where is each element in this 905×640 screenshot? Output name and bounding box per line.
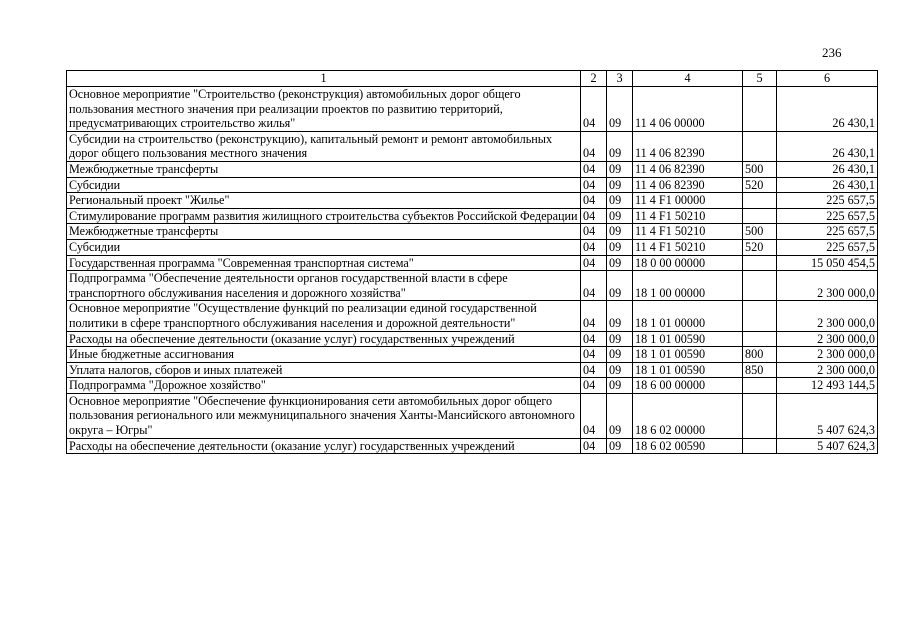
row-subsection-cell: 09: [607, 331, 633, 347]
row-section-cell: 04: [581, 224, 607, 240]
row-target-cell: 18 6 02 00000: [633, 393, 743, 438]
row-subsection-cell: 09: [607, 271, 633, 301]
row-amount-cell: 12 493 144,5: [777, 378, 878, 394]
row-section-cell: 04: [581, 393, 607, 438]
row-name-cell: Подпрограмма "Дорожное хозяйство": [67, 378, 581, 394]
row-target-cell: 18 1 01 00590: [633, 347, 743, 363]
row-subsection-cell: 09: [607, 438, 633, 454]
row-amount-cell: 2 300 000,0: [777, 362, 878, 378]
row-target-cell: 18 1 01 00590: [633, 331, 743, 347]
row-section-cell: 04: [581, 87, 607, 132]
table-row: [67, 393, 878, 438]
table-row: [67, 131, 878, 161]
row-name-cell: Межбюджетные трансферты: [67, 161, 581, 177]
row-target-cell: 11 4 F1 50210: [633, 224, 743, 240]
row-type-cell: [743, 87, 777, 132]
row-target-cell: 18 0 00 00000: [633, 255, 743, 271]
row-subsection-cell: 09: [607, 239, 633, 255]
row-name-cell: Расходы на обеспечение деятельности (оказание услуг) государственных учреждений: [67, 331, 581, 347]
row-section-cell: 04: [581, 161, 607, 177]
table-row: [67, 331, 878, 347]
row-section-cell: 04: [581, 193, 607, 209]
row-amount-cell: 225 657,5: [777, 193, 878, 209]
row-amount-cell: 225 657,5: [777, 208, 878, 224]
row-section-cell: 04: [581, 301, 607, 331]
row-section-cell: 04: [581, 177, 607, 193]
table-body: [67, 87, 878, 454]
row-amount-cell: 5 407 624,3: [777, 393, 878, 438]
header-cell-subsection: 3: [607, 71, 633, 87]
row-target-cell: 18 1 00 00000: [633, 271, 743, 301]
row-type-cell: [743, 208, 777, 224]
row-target-cell: 11 4 06 00000: [633, 87, 743, 132]
row-target-cell: 18 6 00 00000: [633, 378, 743, 394]
table-row: [67, 161, 878, 177]
row-amount-cell: 2 300 000,0: [777, 271, 878, 301]
budget-table: [66, 70, 878, 454]
header-cell-name: 1: [67, 71, 581, 87]
row-subsection-cell: 09: [607, 362, 633, 378]
row-type-cell: 850: [743, 362, 777, 378]
row-target-cell: 18 6 02 00590: [633, 438, 743, 454]
page-number: 236: [822, 45, 842, 60]
row-target-cell: 18 1 01 00000: [633, 301, 743, 331]
row-subsection-cell: 09: [607, 347, 633, 363]
header-cell-section: 2: [581, 71, 607, 87]
row-section-cell: 04: [581, 131, 607, 161]
row-name-cell: Основное мероприятие "Осуществление функций по реализации единой государственной политики в сфере транспортного обслуживания населения и дорожной деятельности": [67, 301, 581, 331]
row-subsection-cell: 09: [607, 131, 633, 161]
row-amount-cell: 15 050 454,5: [777, 255, 878, 271]
row-section-cell: 04: [581, 438, 607, 454]
row-subsection-cell: 09: [607, 87, 633, 132]
row-type-cell: 520: [743, 177, 777, 193]
row-target-cell: 11 4 F1 50210: [633, 208, 743, 224]
row-type-cell: [743, 193, 777, 209]
row-type-cell: [743, 131, 777, 161]
row-name-cell: Субсидии: [67, 239, 581, 255]
table-header-row: [67, 71, 878, 87]
row-name-cell: Стимулирование программ развития жилищного строительства субъектов Российской Федерации: [67, 208, 581, 224]
row-subsection-cell: 09: [607, 193, 633, 209]
row-section-cell: 04: [581, 378, 607, 394]
row-name-cell: Государственная программа "Современная транспортная система": [67, 255, 581, 271]
row-section-cell: 04: [581, 208, 607, 224]
row-name-cell: Основное мероприятие "Обеспечение функционирования сети автомобильных дорог общего пользования регионального или межмуниципального значения Ханты-Мансийского автономного округа – Югры": [67, 393, 581, 438]
row-target-cell: 11 4 06 82390: [633, 131, 743, 161]
table-row: [67, 378, 878, 394]
table-row: [67, 87, 878, 132]
table-row: [67, 193, 878, 209]
row-amount-cell: 2 300 000,0: [777, 347, 878, 363]
row-type-cell: [743, 271, 777, 301]
row-type-cell: 500: [743, 224, 777, 240]
table-row: [67, 438, 878, 454]
row-name-cell: Подпрограмма "Обеспечение деятельности органов государственной власти в сфере транспортного обслуживания населения и дорожного хозяйства": [67, 271, 581, 301]
row-name-cell: Основное мероприятие "Строительство (реконструкция) автомобильных дорог общего пользования местного значения при реализации проектов по развитию территорий, предусматривающих строительство жилья": [67, 87, 581, 132]
header-cell-type: 5: [743, 71, 777, 87]
row-amount-cell: 2 300 000,0: [777, 301, 878, 331]
table-row: [67, 177, 878, 193]
row-name-cell: Межбюджетные трансферты: [67, 224, 581, 240]
row-section-cell: 04: [581, 362, 607, 378]
row-target-cell: 11 4 F1 00000: [633, 193, 743, 209]
row-type-cell: [743, 255, 777, 271]
row-name-cell: Иные бюджетные ассигнования: [67, 347, 581, 363]
row-amount-cell: 5 407 624,3: [777, 438, 878, 454]
row-type-cell: 800: [743, 347, 777, 363]
header-cell-amount: 6: [777, 71, 878, 87]
row-subsection-cell: 09: [607, 301, 633, 331]
row-name-cell: Уплата налогов, сборов и иных платежей: [67, 362, 581, 378]
row-amount-cell: 26 430,1: [777, 177, 878, 193]
table-row: [67, 208, 878, 224]
row-target-cell: 11 4 06 82390: [633, 177, 743, 193]
row-type-cell: 500: [743, 161, 777, 177]
row-section-cell: 04: [581, 239, 607, 255]
row-subsection-cell: 09: [607, 393, 633, 438]
row-amount-cell: 26 430,1: [777, 161, 878, 177]
table-row: [67, 271, 878, 301]
table-row: [67, 224, 878, 240]
row-amount-cell: 26 430,1: [777, 87, 878, 132]
row-subsection-cell: 09: [607, 255, 633, 271]
table-row: [67, 239, 878, 255]
row-subsection-cell: 09: [607, 224, 633, 240]
row-section-cell: 04: [581, 331, 607, 347]
row-amount-cell: 225 657,5: [777, 239, 878, 255]
row-amount-cell: 225 657,5: [777, 224, 878, 240]
row-subsection-cell: 09: [607, 208, 633, 224]
row-type-cell: [743, 393, 777, 438]
table-row: [67, 362, 878, 378]
row-name-cell: Расходы на обеспечение деятельности (оказание услуг) государственных учреждений: [67, 438, 581, 454]
row-subsection-cell: 09: [607, 378, 633, 394]
row-section-cell: 04: [581, 271, 607, 301]
row-section-cell: 04: [581, 255, 607, 271]
row-section-cell: 04: [581, 347, 607, 363]
row-type-cell: [743, 378, 777, 394]
row-target-cell: 18 1 01 00590: [633, 362, 743, 378]
row-type-cell: [743, 438, 777, 454]
row-subsection-cell: 09: [607, 177, 633, 193]
table-row: [67, 255, 878, 271]
table-row: [67, 301, 878, 331]
row-type-cell: 520: [743, 239, 777, 255]
row-name-cell: Субсидии на строительство (реконструкцию), капитальный ремонт и ремонт автомобильных дорог общего пользования местного значения: [67, 131, 581, 161]
header-cell-target: 4: [633, 71, 743, 87]
row-subsection-cell: 09: [607, 161, 633, 177]
row-type-cell: [743, 301, 777, 331]
row-target-cell: 11 4 06 82390: [633, 161, 743, 177]
row-name-cell: Региональный проект "Жилье": [67, 193, 581, 209]
row-amount-cell: 2 300 000,0: [777, 331, 878, 347]
row-amount-cell: 26 430,1: [777, 131, 878, 161]
row-name-cell: Субсидии: [67, 177, 581, 193]
row-type-cell: [743, 331, 777, 347]
row-target-cell: 11 4 F1 50210: [633, 239, 743, 255]
table-row: [67, 347, 878, 363]
